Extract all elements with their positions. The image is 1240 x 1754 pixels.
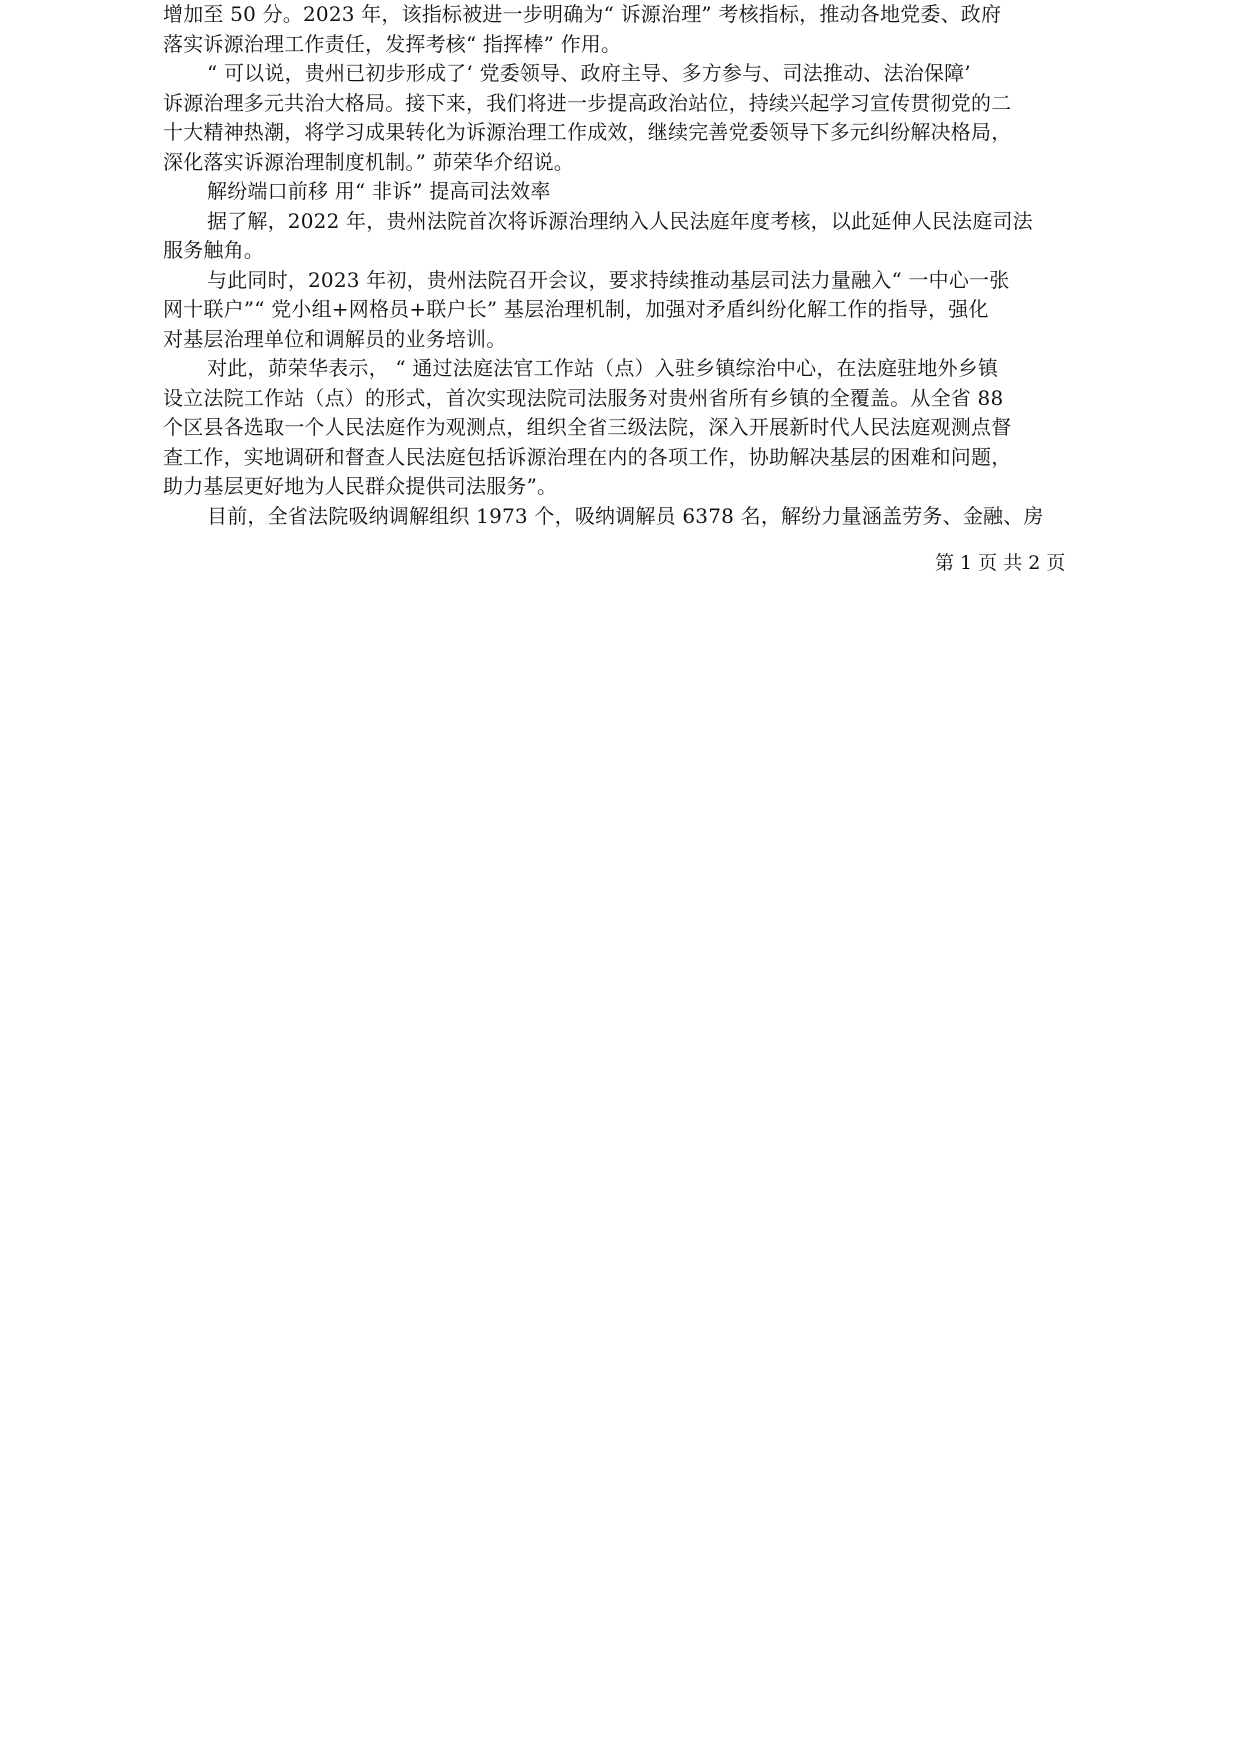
page-footer: 第 1 页 共 2 页: [935, 552, 1066, 574]
text-line: 与此同时，2023 年初，贵州法院召开会议，要求持续推动基层司法力量融入“ 一中心一张: [207, 267, 1010, 292]
text-line: 目前，全省法院吸纳调解组织 1973 个，吸纳调解员 6378 名，解纷力量涵盖劳务、金融、房: [207, 503, 1044, 528]
body-text: [163, 0, 1088, 531]
text-line: 解纷端口前移 用“ 非诉” 提高司法效率: [207, 179, 551, 203]
text-line: 诉源治理多元共治大格局。接下来，我们将进一步提高政治站位，持续兴起学习宣传贯彻党的二: [163, 90, 1012, 115]
text-line: 据了解，2022 年，贵州法院首次将诉源治理纳入人民法庭年度考核，以此延伸人民法庭司法: [207, 208, 1033, 233]
text-line: 网十联户”“ 党小组+网格员+联户长” 基层治理机制，加强对矛盾纠纷化解工作的指导，强化: [163, 297, 989, 321]
text-line: 十大精神热潮，将学习成果转化为诉源治理工作成效，继续完善党委领导下多元纠纷解决格局，: [163, 120, 1012, 144]
text-line: 个区县各选取一个人民法庭作为观测点，组织全省三级法院，深入开展新时代人民法庭观测点督: [163, 415, 1012, 439]
text-line: 深化落实诉源治理制度机制。” 茆荣华介绍说。: [163, 149, 574, 174]
text-line: 设立法院工作站（点）的形式，首次实现法院司法服务对贵州省所有乡镇的全覆盖。从全省 88: [163, 385, 1004, 410]
text-line: 落实诉源治理工作责任，发挥考核“ 指挥棒” 作用。: [163, 31, 622, 56]
text-line: 查工作，实地调研和督查人民法庭包括诉源治理在内的各项工作，协助解决基层的困难和问题，: [163, 444, 1012, 469]
text-line: 对此，茆荣华表示， “ 通过法庭法官工作站（点）入驻乡镇综治中心，在法庭驻地外乡镇: [207, 356, 999, 380]
text-line: 助力基层更好地为人民群众提供司法服务”。: [163, 474, 558, 498]
text-line: 对基层治理单位和调解员的业务培训。: [163, 326, 507, 351]
text-line: 服务触角。: [163, 238, 264, 262]
text-line: “ 可以说，贵州已初步形成了‘ 党委领导、政府主导、多方参与、司法推动、法治保障’: [207, 61, 971, 85]
text-line: 增加至 50 分。2023 年，该指标被进一步明确为“ 诉源治理” 考核指标，推动各地党委、政府: [163, 2, 1002, 26]
